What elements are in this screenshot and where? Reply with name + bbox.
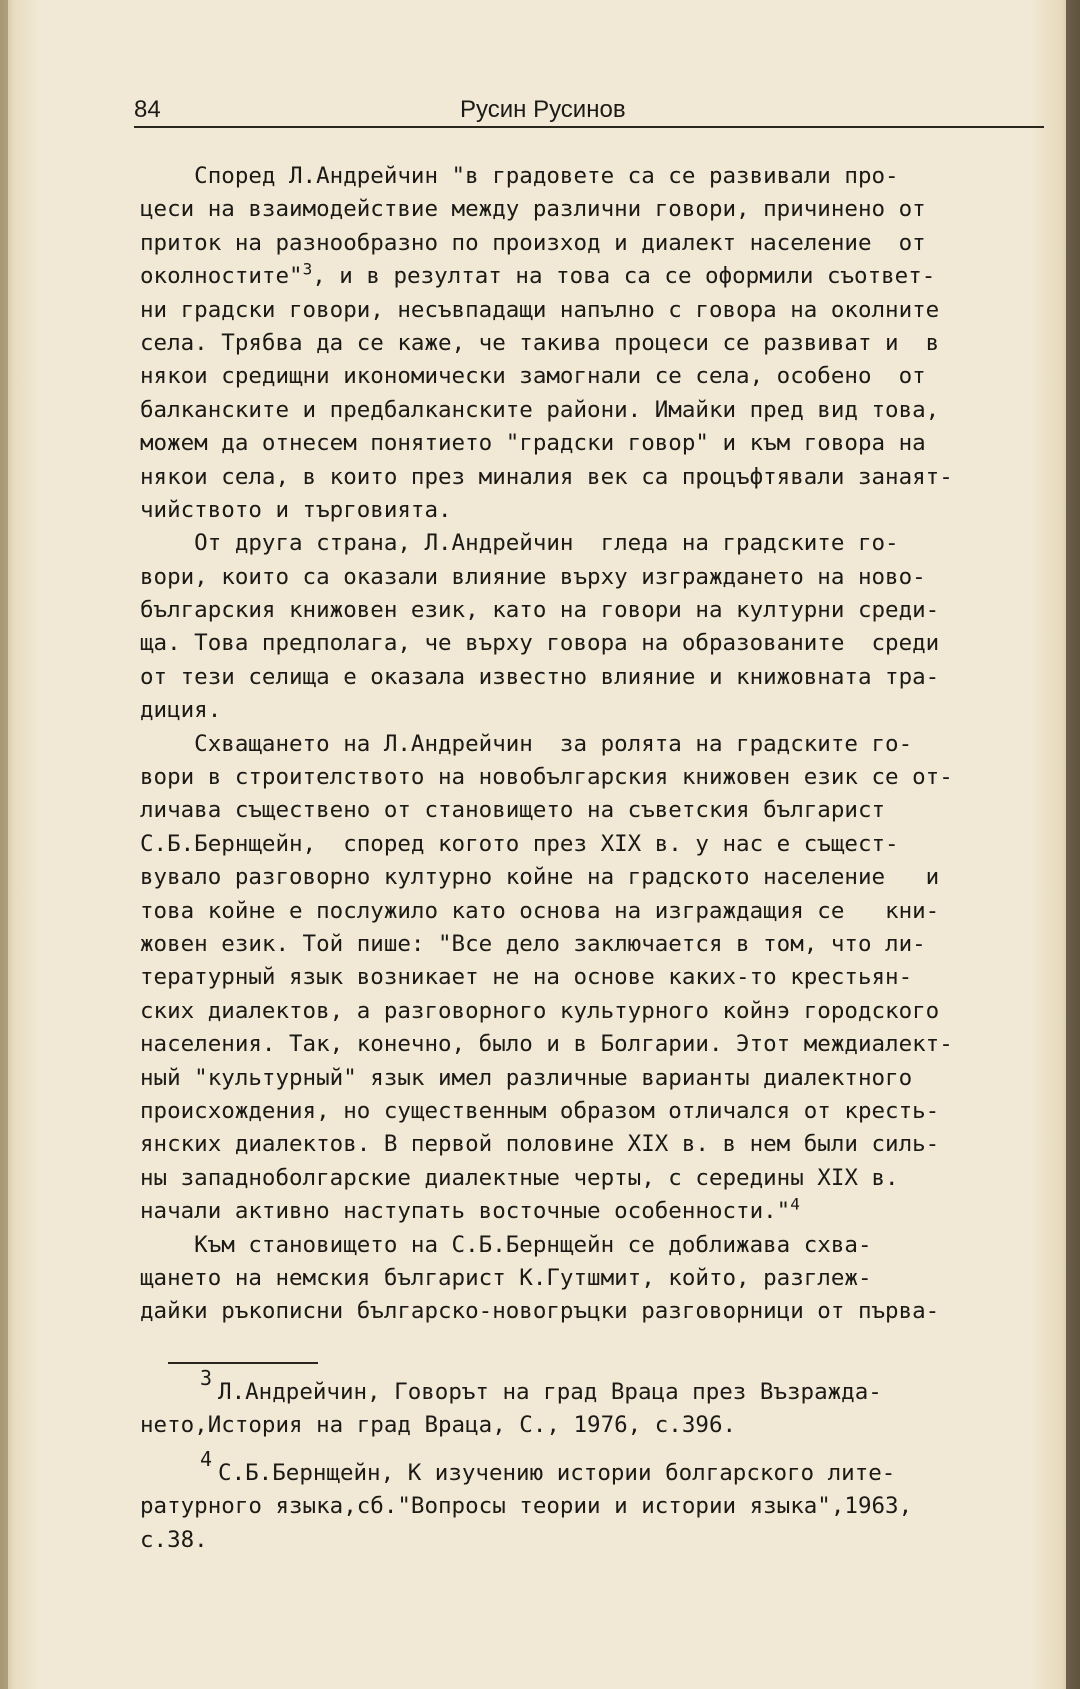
text-line: От друга страна, Л.Андрейчин гледа на градските го- [140, 530, 899, 557]
text-line: населения. Так, конечно, было и в Болгарии. Этот междиалект- [140, 1031, 953, 1058]
footnote-text: С.Б.Бернщейн, К изучению истории болгарского лите- [218, 1459, 896, 1486]
footnote-line [140, 1366, 1055, 1408]
running-title: Русин Русинов [460, 96, 626, 123]
text-line: цеси на взаимодействие между различни говори, причинено от [140, 196, 926, 223]
text-line: ских диалектов, а разговорного культурного койнэ городского [140, 997, 940, 1024]
text-line [140, 260, 1055, 293]
footnote-line: нето,История на град Враца, С., 1976, с.396. [140, 1412, 737, 1439]
main-text [140, 160, 1055, 1329]
footnote-marker: 3 [200, 1366, 213, 1390]
text-line: янских диалектов. В первой половине XIX в. в нем были силь- [140, 1131, 940, 1158]
footnote-divider [168, 1362, 318, 1364]
footnote-text: Л.Андрейчин, Говорът на град Враца през Възражда- [218, 1379, 882, 1405]
text-line: от тези селища е оказала известно влияние и книжовната тра- [140, 663, 940, 690]
footnote-ref-4: 4 [790, 1194, 800, 1214]
text-fragment: , и в резултат на това са се оформили съответ- [312, 263, 936, 290]
text-line: това койне е послужило като основа на изграждащия се кни- [140, 897, 940, 924]
page-number: 84 [134, 96, 161, 123]
text-line: някои средищни икономически замогнали се села, особено от [140, 363, 926, 390]
text-line: Схващането на Л.Андрейчин за ролята на градските го- [140, 730, 913, 757]
text-line: жовен език. Той пише: "Все дело заключается в том, что ли- [140, 930, 926, 957]
text-fragment: околностите" [140, 263, 303, 290]
text-line: дайки ръкописни българско-новогръцки разговорници от първа- [140, 1298, 940, 1325]
text-line: С.Б.Бернщейн, според когото през XIX в. у нас е същест- [140, 830, 899, 857]
footnote-ref-3: 3 [302, 259, 313, 279]
text-line: приток на разнообразно по произход и диалект население от [140, 229, 926, 256]
text-line: ща. Това предполага, че върху говора на образованите среди [140, 630, 940, 657]
text-line: происхождения, но существенным образом отличался от кресть- [140, 1097, 940, 1124]
page-header [134, 94, 1044, 128]
text-line: Към становището на С.Б.Бернщейн се доближава схва- [140, 1231, 872, 1258]
footnote-line [140, 1446, 1055, 1489]
text-line: вори, които са оказали влияние върху изграждането на ново- [140, 563, 926, 590]
text-line: села. Трябва да се каже, че такива процеси се развиват и в [140, 329, 940, 356]
text-line [140, 1195, 1055, 1228]
footnotes [140, 1366, 1055, 1570]
text-line: диция. [140, 697, 222, 724]
text-line: Според Л.Андрейчин "в градовете са се развивали про- [140, 163, 899, 189]
text-line: личава съществено от становището на съветския българист [140, 797, 886, 824]
text-line: можем да отнесем понятието "градски говор" и към говора на [140, 430, 926, 457]
text-line: ни градски говори, несъвпадащи напълно с говора на околните [140, 296, 940, 323]
page-right-edge [1066, 0, 1080, 1689]
footnote-line: с.38. [140, 1526, 208, 1553]
footnote-3 [140, 1366, 1055, 1442]
text-line: вори в строителството на новобългарския книжовен език се от- [140, 764, 953, 791]
text-line: щането на немския българист К.Гутшмит, който, разглеж- [140, 1264, 872, 1291]
text-line: чийството и търговията. [140, 496, 452, 523]
page-left-edge [0, 0, 8, 1689]
text-line: вувало разговорно културно койне на градското население и [140, 864, 940, 891]
footnote-marker: 4 [200, 1446, 213, 1471]
footnote-line: ратурного языка,сб."Вопросы теории и истории языка",1963, [140, 1493, 913, 1520]
text-line: балканските и предбалканските райони. Имайки пред вид това, [140, 396, 940, 423]
text-line: ный "культурный" язык имел различные варианты диалектного [140, 1064, 913, 1091]
text-line: някои села, в които през миналия век са процъфтявали занаят- [140, 463, 953, 490]
text-fragment: начали активно наступать восточные особенности." [140, 1198, 791, 1225]
footnote-4 [140, 1446, 1055, 1556]
text-line: българския книжовен език, като на говори на културни среди- [140, 597, 940, 624]
text-line: ны западноболгарские диалектные черты, с середины XIX в. [140, 1164, 899, 1191]
text-line: тературный язык возникает не на основе каких-то крестьян- [140, 964, 913, 991]
